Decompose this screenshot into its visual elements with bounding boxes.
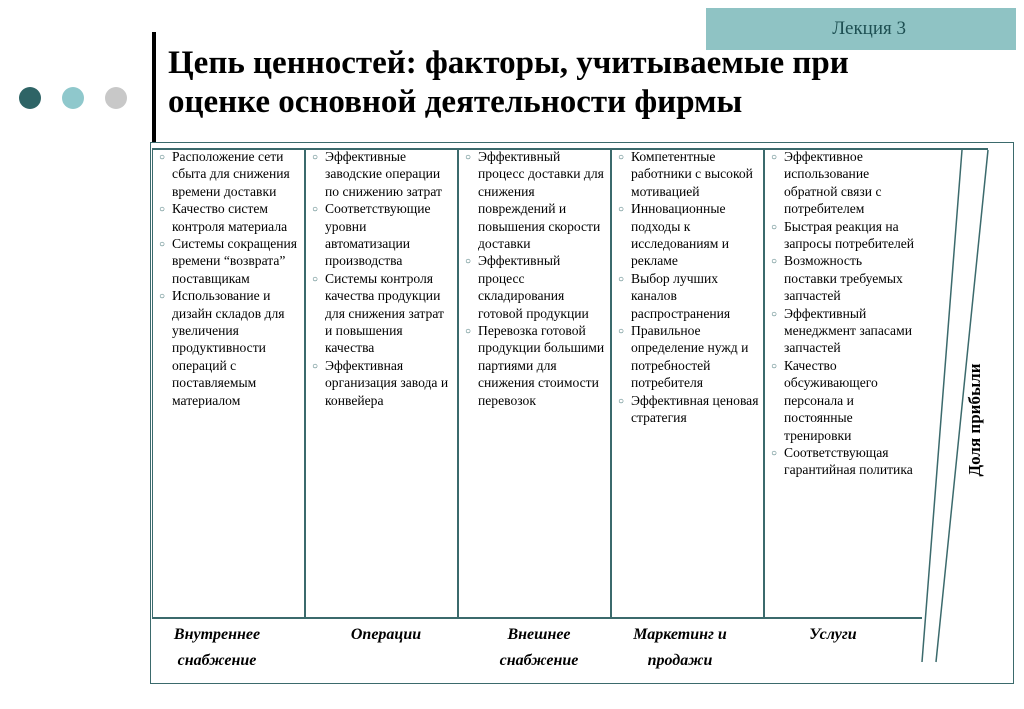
factor-text: Качество систем контроля материала xyxy=(172,201,288,234)
bullet-icon: ○ xyxy=(771,308,778,320)
factor-text: Возможность поставки требуемых запчастей xyxy=(784,253,903,304)
factor-text: Эффективная ценовая стратегия xyxy=(631,392,759,426)
title-line-2: оценке основной деятельности фирмы xyxy=(168,84,743,120)
column-label-line-2: снабжение xyxy=(177,652,257,669)
title-line-1: Цепь ценностей: факторы, учитываемые при xyxy=(168,45,849,81)
factor-text: Системы сокращения времени “возврата” поставщикам xyxy=(172,236,298,286)
bullet-icon: ○ xyxy=(618,204,625,216)
factor-text: Эффективный процесс складирования готовой продукции xyxy=(478,253,589,321)
bullet-icon: ○ xyxy=(618,152,625,163)
bullet-icon: ○ xyxy=(312,152,319,163)
bullet-icon: ○ xyxy=(771,360,778,372)
factor-text: Правильное определение нужд и потребностей потребителя xyxy=(631,323,749,391)
column-label-line-1: Внешнее xyxy=(507,626,571,643)
factor-text: Соответствующие уровни автоматизации производства xyxy=(325,201,431,269)
factor-text: Быстрая реакция на запросы потребителей xyxy=(784,218,915,252)
factor-text: Компетентные работники с высокой мотивацией xyxy=(631,149,753,199)
bullet-icon: ○ xyxy=(618,326,625,338)
bullet-icon: ○ xyxy=(159,204,166,216)
bullet-icon: ○ xyxy=(771,447,778,459)
margin-label: Доля прибыли xyxy=(965,363,984,477)
factor-text: Системы контроля качества продукции для снижения затрат и повышения качества xyxy=(325,270,444,356)
factor-text: Выбор лучших каналов распространения xyxy=(631,270,731,321)
factor-text: Эффективная организация завода и конвейера xyxy=(325,357,449,408)
bullet-icon: ○ xyxy=(312,204,319,216)
factor-text: Качество обсуживающего персонала и постоянные тренировки xyxy=(784,357,878,443)
column-label-line-1: Операции xyxy=(350,626,422,643)
bullet-icon: ○ xyxy=(771,152,778,163)
column-label-line-2: продажи xyxy=(647,652,713,669)
bullet-icon: ○ xyxy=(312,273,319,285)
factor-text: Соответствующая гарантийная политика xyxy=(784,444,913,478)
bullet-icon: ○ xyxy=(465,152,472,163)
bullet-icon: ○ xyxy=(618,395,625,407)
bullet-icon: ○ xyxy=(465,256,472,268)
factor-text: Использование и дизайн складов для увеличения продуктивности операций с поставляемым материалом xyxy=(172,288,285,408)
factor-text: Инновационные подходы к исследованиям и рекламе xyxy=(631,201,730,269)
column-label-line-1: Услуги xyxy=(809,626,857,643)
column-label-line-1: Маркетинг и xyxy=(633,626,727,643)
bullet-icon: ○ xyxy=(771,221,778,233)
bullet-icon: ○ xyxy=(159,291,166,303)
factor-text: Эффективный менеджмент запасами запчастей xyxy=(784,305,912,356)
bullet-icon: ○ xyxy=(312,360,319,372)
bullet-icon: ○ xyxy=(159,239,166,251)
factor-text: Перевозка готовой продукции большими партиями для снижения стоимости перевозок xyxy=(478,323,605,408)
bullet-icon: ○ xyxy=(771,256,778,268)
lecture-badge: Лекция 3 xyxy=(706,8,1016,50)
column-label-line-2: снабжение xyxy=(499,652,579,669)
bullet-icon: ○ xyxy=(618,273,625,285)
factor-text: Эффективное использование обратной связи с потребителем xyxy=(784,149,882,217)
bullet-icon: ○ xyxy=(159,152,166,163)
factor-text: Расположение сети сбыта для снижения времени доставки xyxy=(172,149,290,199)
factor-text: Эффективные заводские операции по снижению затрат xyxy=(325,149,442,199)
bullet-icon: ○ xyxy=(465,326,472,338)
factor-text: Эффективный процесс доставки для снижения повреждений и повышения скорости доставки xyxy=(478,149,604,252)
column-label-line-1: Внутреннее xyxy=(173,626,261,643)
